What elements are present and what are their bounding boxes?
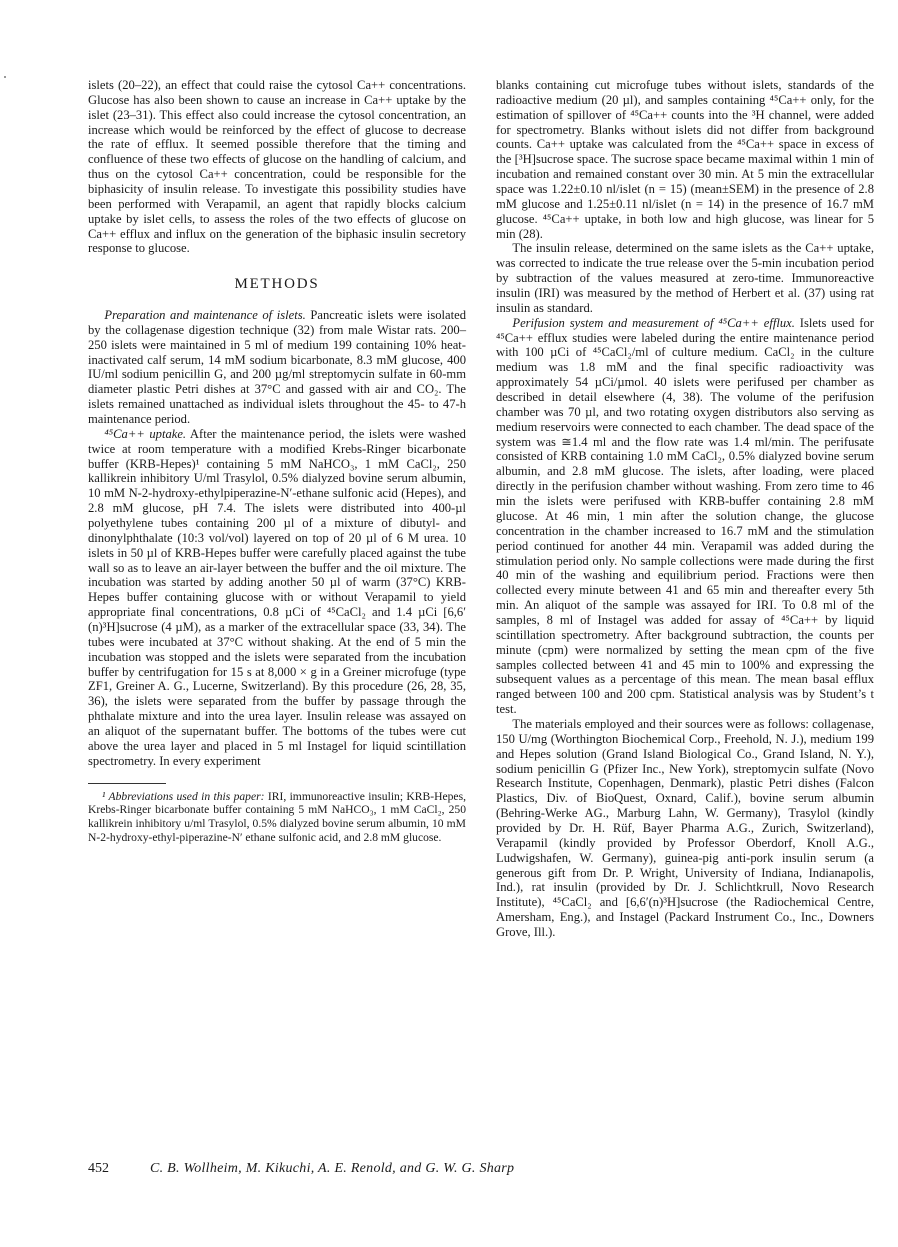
preparation-paragraph (88, 308, 466, 427)
perifusion-text: Islets used for ⁴⁵Ca++ efflux studies were labeled during the entire maintenance period with 100 µCi of ⁴⁵CaCl₂/ml of culture medium. CaCl₂ in the culture medium was 1.8 mM and the final specific radioactivity was approximately 54 µCi/µmol. 40 islets were perifused per chamber as described in detail elsewhere (4, 38). The volume of the perifusion chamber was 70 µl, and two rotating oxygen distributors also serving as medium reservoirs were connected to each chamber. The dead space of the system was ≅1.4 ml and the flow rate was 1.4 ml/min. The perifusate consisted of KRB containing 1.0 mM CaCl₂, 0.5% dialyzed bovine serum albumin, and 2.8 mM glucose. The islets, after loading, were placed directly in the perifusion chamber without washing. From zero time to 46 min the islets were perifused with KRB-buffer containing 2.8 mM glucose. At 46 min, 1 min after the solution change, the glucose concentration in the chamber increased to 16.7 mM and the stimulation period continued for another 44 min. Verapamil was added during the stimulation period only. No sample collections were made during the first 40 min of the washing and equilibrium period. Fractions were then collected every minute between 41 and 65 min and thereafter every 5th min. An aliquot of the sample was assayed for IRI. To 0.8 ml of the samples, 8 ml of Instagel was added for assay of ⁴⁵Ca++ by liquid scintillation spectrometry. After background subtraction, the counts per minute (cpm) were normalized by setting the mean cpm of the five samples collected between 41 and 45 min to 100% and expressing the subsequent values as a percentage of this mean. The mean basal efflux ranged between 100 and 200 cpm. Statistical analysis was by Student’s t test. (496, 315, 874, 717)
running-authors: C. B. Wollheim, M. Kikuchi, A. E. Renold, and G. W. G. Sharp (150, 1161, 515, 1176)
calcium-uptake-paragraph (88, 427, 466, 769)
right-column (496, 78, 874, 940)
perifusion-paragraph (496, 316, 874, 717)
left-column (88, 78, 466, 844)
calcium-uptake-title: ⁴⁵Ca++ uptake. (104, 426, 187, 441)
page-footer (88, 1161, 514, 1177)
calcium-uptake-text: After the maintenance period, the islets were washed twice at room temperature with a modified Krebs-Ringer bicarbonate buffer (KRB-Hepes)¹ containing 5 mM NaHCO₃, 1 mM CaCl₂, 250 kallikrein inhibitory U/ml Trasylol, 0.5% dialyzed bovine serum albumin, 10 mM N-2-hydroxy-ethylpiperazine-N′-ethane sulfonic acid (Hepes), and 2.8 mM glucose, pH 7.4. The islets were distributed into 400-µl polyethylene tubes containing 200 µl of a mixture of dibutyl- and dinonylphthalate (10:3 vol/vol) layered on top of 20 µl of 6 M urea. 10 islets in 50 µl of KRB-Hepes buffer were carefully placed against the tube wall so as to leave an air-layer between the buffer and the oil mixture. The incubation was started by adding another 50 µl of warm (37°C) KRB-Hepes buffer containing glucose with or without Verapamil to yield appropriate final concentrations, 0.8 µCi of ⁴⁵CaCl₂ and 1.4 µCi [6,6′(n)³H]sucrose (4 µM), as a marker of the extracellular space (33, 34). The tubes were incubated at 37°C without shaking. At the end of 5 min the incubation was stopped and the islets were separated from the incubation buffer by centrifugation for 15 s at 8,000 × g in a Greiner microfuge (type ZF1, Greiner A. G., Lucerne, Switzerland). By this procedure (26, 28, 35, 36), the islets were separated from the buffer by passage through the phthalate mixture and into the urea layer. Insulin release was assayed on an aliquot of the supernatant buffer. The bottoms of the tubes were cut above the urea layer and placed in 5 ml Instagel for liquid scintillation spectrometry. In every experiment (88, 426, 466, 768)
materials-paragraph: The materials employed and their sources were as follows: collagenase, 150 U/mg (Worthington Biochemical Corp., Freehold, N. J.), medium 199 and Hepes solution (Grand Island Biological Co., Grand Island, N. Y.), sodium penicillin G (Pfizer Inc., New York), streptomycin sulfate (Novo Research Institute, Copenhagen, Denmark), plastic Petri dishes (Falcon Plastics, Div. of BioQuest, Oxnard, Calif.), bovine serum albumin (Behring-Werke AG., Marburg Lahn, W. Germany), Trasylol (kindly provided by Dr. H. Rüf, Bayer Pharma A.G., Zurich, Switzerland), Verapamil (kindly provided by Professor Oberdorf, Knoll A.G., Ludwigshafen, W. Germany), guinea-pig anti-pork insulin serum (a generous gift from Dr. P. Wright, University of Indiana, Indianapolis, Ind.), rat insulin (provided by Dr. J. Schlichtkrull, Novo Research Institute), ⁴⁵CaCl₂ and [6,6′(n)³H]sucrose (the Radiochemical Centre, Amersham, Eng.), and Instagel (Packard Instrument Co., Inc., Downers Grove, Ill.). (496, 716, 874, 939)
footnote-rule (88, 783, 166, 784)
preparation-text: Pancreatic islets were isolated by the collagenase digestion technique (32) from male Wistar rats. 200–250 islets were maintained in 5 ml of medium 199 containing 10% heat-inactivated calf serum, 14 mM sodium bicarbonate, 8.3 mM glucose, 400 IU/ml sodium penicillin G, and 200 µg/ml streptomycin sulfate in 60-mm diameter plastic Petri dishes at 37°C and gassed with air and CO₂. The islets remained unattached as individual islets throughout the 45- to 47-h maintenance period. (88, 308, 466, 427)
blanks-paragraph: blanks containing cut microfuge tubes without islets, standards of the radioactive medium (20 µl), and samples containing ⁴⁵Ca++ only, for the estimation of spillover of ⁴⁵Ca++ counts into the ³H channel, were added for spectrometry. Blanks without islets did not differ from background counts. Ca++ uptake was calculated from the ⁴⁵Ca++ space in excess of the [³H]sucrose space. The sucrose space became maximal within 1 min of incubation and remained constant over 30 min. At 5 min the extracellular space was 1.22±0.10 nl/islet (n = 15) (mean±SEM) in the presence of 2.8 mM glucose and 1.25±0.11 nl/islet (n = 14) in the presence of 16.7 mM glucose. ⁴⁵Ca++ uptake, in both low and high glucose, was linear for 5 min (28). (496, 78, 874, 241)
footnote-label: ¹ Abbreviations used in this paper: (101, 789, 265, 803)
page-number: 452 (88, 1161, 109, 1176)
preparation-title: Preparation and maintenance of islets. (104, 308, 306, 322)
perifusion-title: Perifusion system and measurement of ⁴⁵Ca++ efflux. (512, 315, 795, 330)
intro-paragraph: islets (20–22), an effect that could raise the cytosol Ca++ concentrations. Glucose has also been shown to cause an increase in Ca++ uptake by the islet (23–31). This effect also could increase the cytosol concentration, an increase which would be reinforced by the effect of glucose to decrease the rate of efflux. It seemed possible therefore that the timing and confluence of these two effects of glucose on the handling of calcium, and thus on the cytosol Ca++ concentration, could be responsible for the biphasicity of insulin release. To investigate this possibility studies have been performed with Verapamil, an agent that rapidly blocks calcium uptake by islet cells, to assess the roles of the two effects of glucose on Ca++ efflux and influx on the generation of the biphasic insulin secretory response to glucose. (88, 78, 466, 256)
footnote-text: IRI, immunoreactive insulin; KRB-Hepes, Krebs-Ringer bicarbonate buffer containing 5 mM NaHCO₃, 1 mM CaCl₂, 250 kallikrein inhibitory u/ml Trasylol, 0.5% dialyzed bovine serum albumin, 10 mM N-2-hydroxy-ethyl-piperazine-N′ ethane sulfonic acid, and 2.8 mM glucose. (88, 789, 466, 844)
footnote (88, 790, 466, 845)
methods-heading: METHODS (234, 276, 320, 293)
insulin-release-paragraph: The insulin release, determined on the same islets as the Ca++ uptake, was corrected to indicate the true release over the 5-min incubation period by subtraction of the values measured at zero-time. Immunoreactive insulin (IRI) was measured by the method of Herbert et al. (37) using rat insulin as standard. (496, 241, 874, 315)
scan-artifact-dot (4, 76, 6, 78)
